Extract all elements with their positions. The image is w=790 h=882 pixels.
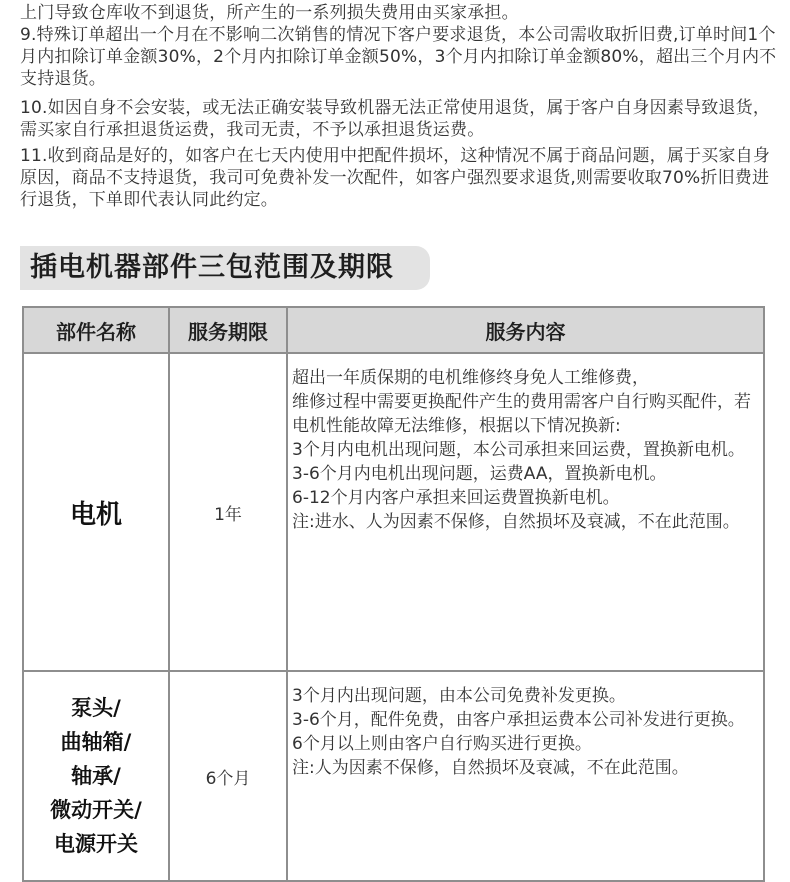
part-name-cell (23, 671, 169, 881)
table-row (23, 671, 764, 881)
table-row (23, 353, 764, 671)
warranty-table (22, 306, 765, 882)
service-content-cell: 超出一年质保期的电机维修终身免人工维修费， 维修过程中需要更换配件产生的费用需客户自行购买配件，若电机性能故障无法维修，根据以下情况换新: 3个月内电机出现问题，本公司承担来回运费，置换新电机。 3-6个月内电机出现问题，运费AA，置换新电机。 6-12个月内客户承担来回运费置换新电机。 注:进水、人为因素不保修，自然损坏及衰减，不在此范围。 (287, 353, 764, 671)
header-service-content: 服务内容 (287, 307, 764, 353)
header-part-name: 部件名称 (23, 307, 169, 353)
part-name: 泵头/ (71, 696, 121, 720)
header-service-period: 服务期限 (169, 307, 287, 353)
service-content-cell: 3个月内出现问题，由本公司免费补发更换。 3-6个月，配件免费，由客户承担运费本公司补发进行更换。 6个月以上则由客户自行购买进行更换。 注:人为因素不保修，自然损坏及衰减，不在此范围。 (287, 671, 764, 881)
intro-paragraph-10: 10.如因自身不会安装，或无法正确安装导致机器无法正常使用退货，属于客户自身因素导致退货，需买家自行承担退货运费，我司无责，不予以承担退货运费。 (20, 98, 771, 140)
part-name: 微动开关/ (50, 798, 142, 822)
part-name: 轴承/ (71, 764, 121, 788)
table-header-row (23, 307, 764, 353)
intro-paragraph-9: 9.特殊订单超出一个月在不影响二次销售的情况下客户要求退货，本公司需收取折旧费,订单时间1个月内扣除订单金额30%，2个月内扣除订单金额50%，3个月内扣除订单金额80%，超出三个月内不支持退货。 (20, 25, 777, 89)
part-name-cell (23, 353, 169, 671)
part-name: 电机 (69, 499, 122, 530)
section-title: 插电机器部件三包范围及期限 (20, 246, 430, 290)
part-name: 电源开关 (54, 832, 138, 856)
intro-paragraph-11: 11.收到商品是好的，如客户在七天内使用中把配件损坏，这种情况不属于商品问题，属于买家自身原因，商品不支持退货，我司可免费补发一次配件，如客户强烈要求退货,则需要收取70%折旧费进行退货，下单即代表认同此约定。 (20, 146, 771, 210)
service-period-cell: 6个月 (169, 671, 287, 881)
intro-paragraph-1: 上门导致仓库收不到退货，所产生的一系列损失费用由买家承担。 (20, 3, 519, 23)
service-period-cell: 1年 (169, 353, 287, 671)
part-name: 曲轴箱/ (60, 730, 132, 754)
